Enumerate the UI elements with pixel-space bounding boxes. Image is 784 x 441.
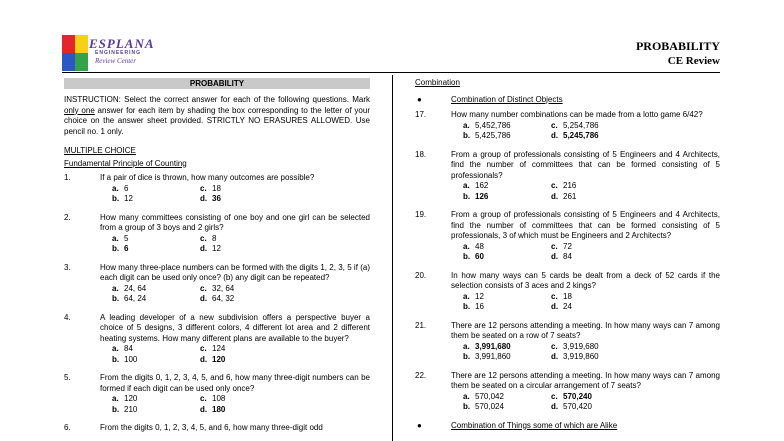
right-column [415, 78, 720, 431]
choice-letter-d: d. [200, 194, 208, 203]
answer-choices [451, 242, 720, 263]
question-number: 1. [64, 173, 71, 182]
choice-letter-b: b. [112, 294, 120, 303]
document-subtitle: CE Review [667, 55, 720, 67]
choice-value-b: 12 [124, 194, 133, 203]
choice-letter-b: b. [112, 404, 120, 414]
choice-value-d: 180 [212, 404, 226, 414]
choice-letter-b: b. [463, 352, 471, 361]
choice-value-c: 5,254,786 [563, 120, 599, 130]
document-header [636, 38, 720, 69]
choice-value-b: 100 [124, 354, 138, 364]
question-item [64, 213, 370, 255]
choice-value-c: 8 [212, 233, 217, 243]
question-item [64, 263, 370, 305]
left-column [64, 78, 370, 441]
choice-letter-d: d. [200, 294, 208, 303]
choice-letter-a: a. [112, 394, 119, 403]
multiple-choice-heading: MULTIPLE CHOICE [64, 146, 136, 155]
choice-letter-b: b. [112, 194, 120, 203]
subsection-heading-distinct-text: Combination of Distinct Objects [451, 94, 563, 104]
question-number: 20. [415, 270, 427, 280]
choice-letter-a: a. [112, 344, 119, 353]
question-item [415, 321, 720, 363]
choice-value-b: 126 [475, 191, 489, 201]
choice-letter-c: c. [551, 241, 558, 251]
choice-value-d: 5,245,786 [563, 131, 599, 140]
answer-choices [100, 184, 370, 205]
choice-letter-b: b. [463, 131, 471, 140]
question-item [415, 150, 720, 203]
choice-letter-c: c. [200, 233, 207, 243]
choice-letter-c: c. [551, 181, 558, 190]
choice-letter-a: a. [112, 233, 119, 243]
header-rule [62, 72, 720, 73]
choice-letter-d: d. [551, 131, 559, 140]
choice-value-a: 5,452,786 [475, 120, 511, 130]
answer-choices [100, 234, 370, 255]
choice-letter-b: b. [463, 191, 471, 201]
answer-choices [451, 292, 720, 313]
choice-letter-c: c. [200, 283, 207, 293]
question-number: 4. [64, 312, 71, 322]
question-item [415, 210, 720, 263]
choice-value-a: 12 [475, 291, 484, 301]
choice-letter-c: c. [551, 120, 558, 130]
choice-letter-d: d. [551, 302, 559, 311]
choice-letter-b: b. [463, 252, 471, 261]
choice-value-d: 84 [563, 252, 572, 261]
question-text: How many number combinations can be made from a lotto game 6/42? [451, 110, 703, 119]
choice-value-c: 124 [212, 344, 226, 353]
choice-letter-a: a. [112, 283, 119, 293]
column-divider [392, 75, 393, 441]
choice-letter-c: c. [200, 183, 207, 193]
instruction-emphasis: only one [64, 105, 95, 115]
answer-choices [100, 284, 370, 305]
document-title: PROBABILITY [635, 39, 720, 53]
choice-value-a: 24, 64 [124, 283, 147, 293]
choice-letter-d: d. [551, 252, 559, 261]
choice-letter-a: a. [463, 291, 470, 301]
choice-value-d: 24 [563, 302, 572, 311]
choice-letter-d: d. [200, 354, 208, 364]
logo-main-text: ESPLANA [89, 36, 155, 51]
choice-value-d: 570,420 [563, 402, 592, 411]
question-number: 5. [64, 373, 71, 382]
subsection-heading: Fundamental Principle of Counting [64, 158, 187, 168]
choice-letter-c: c. [200, 344, 207, 353]
question-text: From a group of professionals consisting of 5 Engineers and 4 Architects, find the number of committees that can be formed consisting of 5 professionals, 3 of which must be Engineers and 2 Architects? [451, 210, 720, 240]
choice-letter-d: d. [551, 191, 559, 201]
choice-value-d: 36 [212, 194, 221, 203]
choice-letter-b: b. [463, 402, 471, 411]
choice-letter-c: c. [551, 341, 558, 351]
question-item [64, 423, 370, 434]
instruction-text-post: answer for each item by shading the box corresponding to the letter of your choice on the answer sheet provided. STRICTLY NO ERASURES ALLOWED. Use pencil no. 1 only. [64, 105, 370, 136]
question-number: 19. [415, 210, 427, 219]
choice-value-a: 3,991,680 [475, 341, 511, 351]
instruction-paragraph [64, 95, 370, 137]
question-text: From the digits 0, 1, 2, 3, 4, 5, and 6, how many three-digit numbers can be formed if each digit can be used only once? [100, 373, 370, 393]
choice-value-a: 120 [124, 394, 138, 403]
subsection-heading-distinct [415, 95, 720, 106]
question-number: 21. [415, 320, 427, 330]
choice-letter-b: b. [112, 244, 120, 253]
right-question-list [415, 110, 720, 413]
choice-value-c: 18 [212, 183, 221, 193]
choice-letter-c: c. [551, 291, 558, 301]
question-text: How many three-place numbers can be formed with the digits 1, 2, 3, 5 if (a) each digit can be used only once? (b) any digit can be repeated? [100, 262, 370, 282]
choice-value-c: 18 [563, 291, 572, 301]
choice-value-b: 6 [124, 244, 129, 253]
question-item [415, 371, 720, 413]
left-question-list [64, 173, 370, 434]
choice-letter-b: b. [463, 302, 471, 311]
choice-letter-d: d. [551, 352, 559, 361]
choice-letter-a: a. [463, 341, 470, 351]
choice-letter-a: a. [112, 183, 119, 193]
question-number: 22. [415, 370, 427, 380]
choice-letter-d: d. [551, 402, 559, 411]
choice-value-c: 216 [563, 181, 577, 190]
choice-value-b: 16 [475, 302, 484, 311]
question-item [64, 173, 370, 205]
instruction-text-pre: INSTRUCTION: Select the correct answer for each of the following questions. Mark [64, 95, 370, 104]
choice-value-b: 5,425,786 [475, 131, 511, 140]
choice-letter-a: a. [463, 120, 470, 130]
choice-value-b: 60 [475, 252, 484, 261]
question-number: 2. [64, 212, 71, 222]
choice-value-d: 3,919,860 [563, 352, 599, 361]
choice-value-d: 64, 32 [212, 294, 235, 303]
question-number: 18. [415, 149, 427, 159]
question-text: There are 12 persons attending a meeting. In how many ways can 7 among them be seated on a circular arrangement of 7 seats? [451, 370, 720, 390]
choice-value-a: 6 [124, 183, 129, 193]
choice-value-c: 570,240 [563, 391, 592, 401]
question-item [64, 313, 370, 366]
question-text: How many committees consisting of one boy and one girl can be selected from a group of 3 boys and 2 girls? [100, 212, 370, 232]
choice-letter-d: d. [200, 244, 208, 253]
choice-letter-a: a. [463, 241, 470, 251]
question-item [64, 373, 370, 415]
question-number: 17. [415, 110, 427, 119]
question-number: 3. [64, 262, 71, 272]
choice-value-b: 570,024 [475, 402, 504, 411]
question-item [415, 271, 720, 313]
bullet-icon: ● [417, 420, 422, 430]
question-item [415, 110, 720, 142]
subsection-heading-alike [415, 421, 720, 432]
answer-choices [451, 181, 720, 202]
choice-letter-a: a. [463, 181, 470, 190]
choice-letter-c: c. [200, 394, 207, 403]
answer-choices [100, 344, 370, 365]
choice-value-d: 120 [212, 354, 226, 364]
answer-choices [451, 342, 720, 363]
choice-letter-c: c. [551, 391, 558, 401]
logo-tagline: Review Center [95, 57, 137, 65]
choice-value-b: 210 [124, 404, 138, 414]
subsection-heading-alike-text: Combination of Things some of which are Alike [451, 420, 618, 430]
choice-value-a: 48 [475, 241, 484, 251]
question-text: From a group of professionals consisting of 5 Engineers and 4 Architects, find the number of committees that can be formed consisting of 5 professionals? [451, 149, 720, 180]
choice-value-a: 162 [475, 181, 489, 190]
question-text: From the digits 0, 1, 2, 3, 4, 5, and 6, how many three-digit odd [100, 423, 323, 432]
question-number: 6. [64, 423, 71, 432]
logo-cube-icon [62, 35, 88, 71]
choice-letter-d: d. [200, 404, 208, 414]
question-text: If a pair of dice is thrown, how many outcomes are possible? [100, 173, 315, 182]
choice-letter-b: b. [112, 354, 120, 364]
choice-value-d: 261 [563, 191, 577, 201]
choice-value-c: 32, 64 [212, 283, 235, 293]
choice-value-d: 12 [212, 244, 221, 253]
choice-letter-a: a. [463, 391, 470, 401]
choice-value-c: 72 [563, 241, 572, 251]
choice-value-b: 3,991,860 [475, 352, 511, 361]
question-text: There are 12 persons attending a meeting. In how many ways can 7 among them be seated on a row of 7 seats? [451, 320, 720, 340]
question-text: In how many ways can 5 cards be dealt from a deck of 52 cards if the selection consists of 3 aces and 2 kings? [451, 270, 720, 290]
combination-heading: Combination [415, 78, 460, 87]
section-title-bar: PROBABILITY [64, 78, 370, 89]
answer-choices [451, 121, 720, 142]
answer-choices [451, 392, 720, 413]
esplana-logo [62, 33, 166, 75]
choice-value-a: 84 [124, 344, 133, 353]
choice-value-b: 64, 24 [124, 294, 147, 303]
choice-value-a: 5 [124, 233, 129, 243]
choice-value-c: 3,919,680 [563, 341, 599, 351]
logo-sub-text: ENGINEERING [95, 50, 142, 56]
question-text: A leading developer of a new subdivision offers a perspective buyer a choice of 5 designs, 3 different colors, 4 different lot area and 2 different heating systems. How many different plans are available to the buyer? [100, 312, 370, 343]
choice-value-c: 108 [212, 394, 226, 403]
choice-value-a: 570,042 [475, 391, 504, 401]
bullet-icon: ● [417, 94, 422, 104]
answer-choices [100, 394, 370, 415]
